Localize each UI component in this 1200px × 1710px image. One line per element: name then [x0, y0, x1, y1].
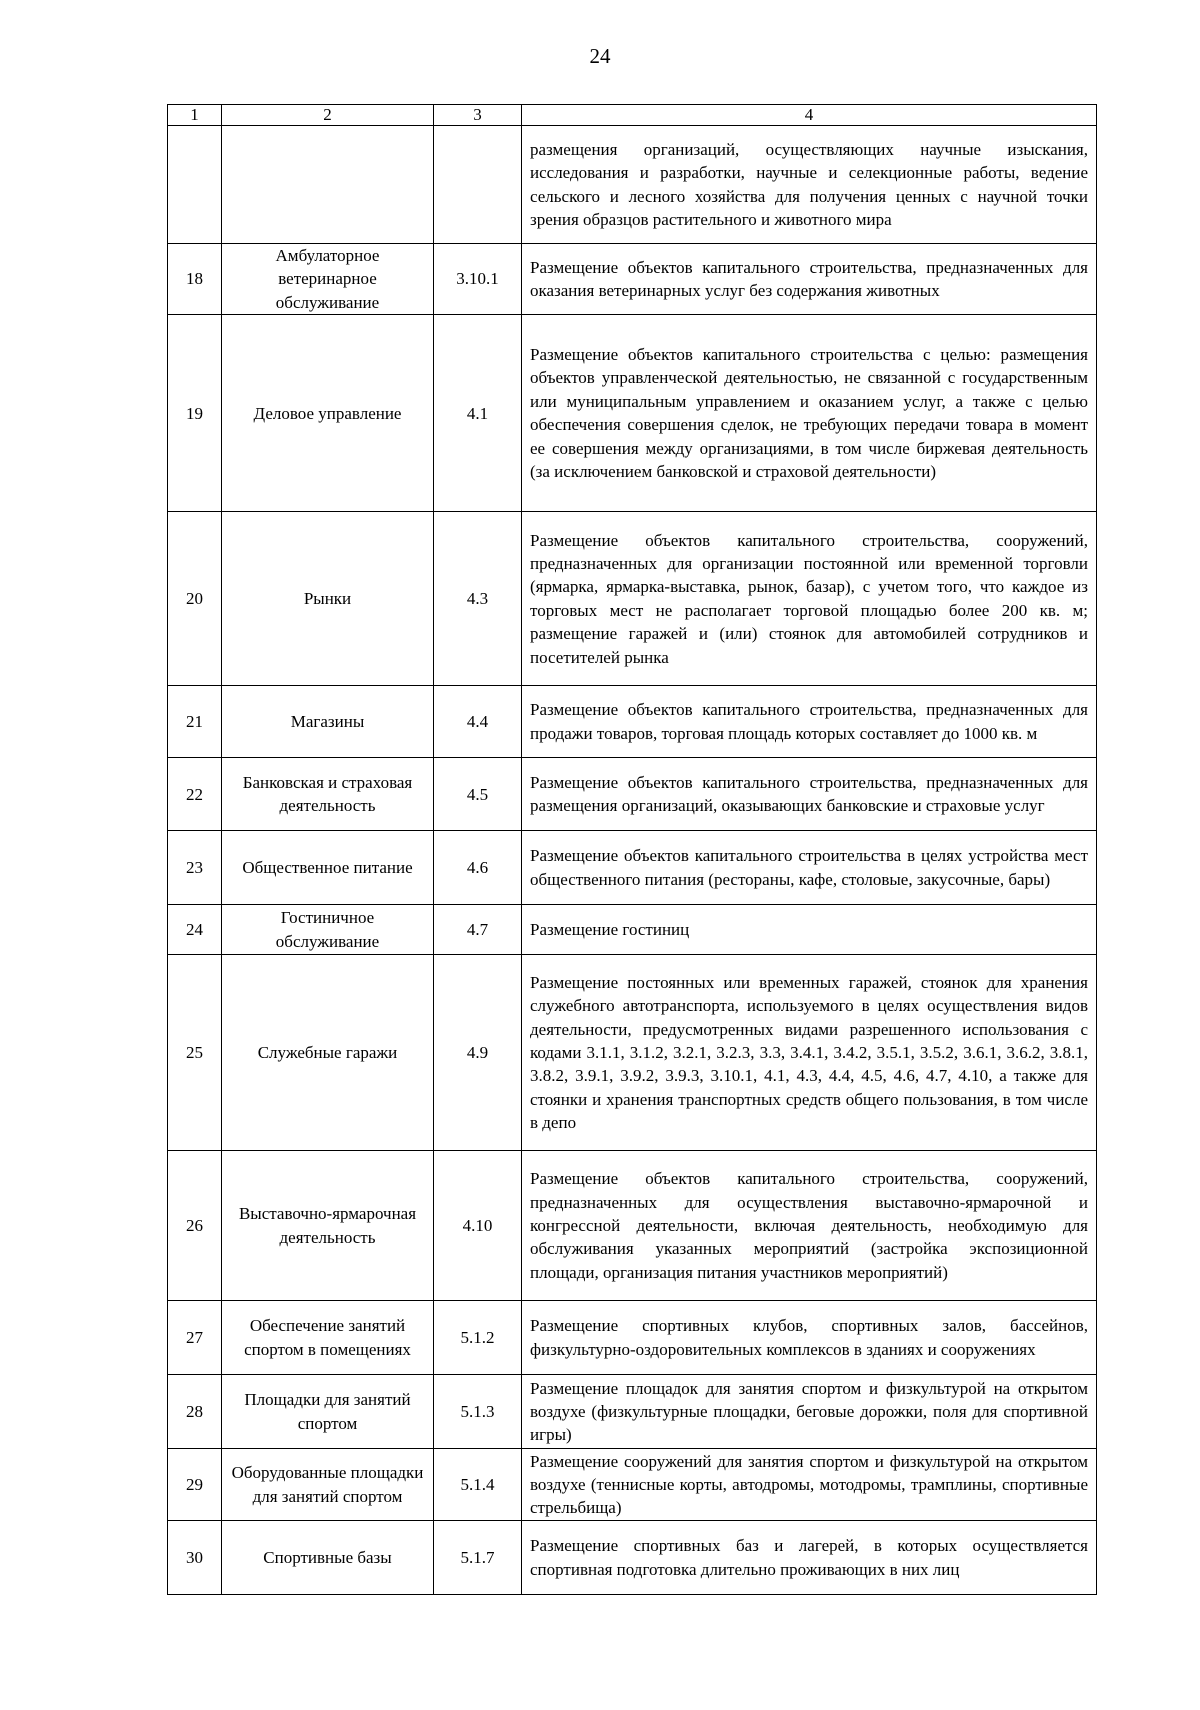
use-type-name: Амбулаторное ветеринарное обслуживание — [222, 244, 434, 315]
use-type-name: Оборудованные площадки для занятий спортом — [222, 1449, 434, 1521]
use-type-code: 4.9 — [434, 955, 522, 1151]
table-row — [168, 1449, 1097, 1521]
row-number: 26 — [168, 1151, 222, 1301]
row-number: 28 — [168, 1375, 222, 1449]
use-type-name: Спортивные базы — [222, 1521, 434, 1595]
table-row — [168, 831, 1097, 905]
table-row — [168, 1521, 1097, 1595]
table-row — [168, 758, 1097, 831]
use-type-name: Служебные гаражи — [222, 955, 434, 1151]
use-type-code: 4.6 — [434, 831, 522, 905]
use-type-name: Гостиничное обслуживание — [222, 905, 434, 955]
row-number: 30 — [168, 1521, 222, 1595]
land-use-table — [167, 104, 1097, 1595]
row-number — [168, 126, 222, 244]
use-type-code: 4.5 — [434, 758, 522, 831]
table-row — [168, 1151, 1097, 1301]
use-type-description: Размещение гостиниц — [522, 905, 1097, 955]
table-row — [168, 512, 1097, 686]
table-row — [168, 686, 1097, 758]
row-number: 20 — [168, 512, 222, 686]
use-type-code: 4.10 — [434, 1151, 522, 1301]
use-type-name: Обеспечение занятий спортом в помещениях — [222, 1301, 434, 1375]
row-number: 29 — [168, 1449, 222, 1521]
use-type-description: Размещение объектов капитального строительства с целью: размещения объектов управленческой деятельностью, не связанной с государственным или муниципальным управлением и оказанием услуг, а также с целью обеспечения совершения сделок, не требующих передачи товара в момент ее совершения между организациями, в том числе биржевая деятельность (за исключением банковской и страховой деятельности) — [522, 315, 1097, 512]
row-number: 21 — [168, 686, 222, 758]
use-type-code: 4.1 — [434, 315, 522, 512]
use-type-description: Размещение объектов капитального строительства в целях устройства мест общественного питания (рестораны, кафе, столовые, закусочные, бары) — [522, 831, 1097, 905]
row-number: 27 — [168, 1301, 222, 1375]
use-type-description: Размещение объектов капитального строительства, сооружений, предназначенных для осуществления выставочно-ярмарочной и конгрессной деятельности, включая деятельность, необходимую для обслуживания указанных мероприятий (застройка экспозиционной площади, организация питания участников мероприятий) — [522, 1151, 1097, 1301]
table-row — [168, 1375, 1097, 1449]
use-type-description: Размещение площадок для занятия спортом и физкультурой на открытом воздухе (физкультурные площадки, беговые дорожки, поля для спортивной игры) — [522, 1375, 1097, 1449]
use-type-code: 5.1.4 — [434, 1449, 522, 1521]
row-number: 22 — [168, 758, 222, 831]
use-type-code: 4.3 — [434, 512, 522, 686]
use-type-name: Выставочно-ярмарочная деятельность — [222, 1151, 434, 1301]
use-type-description: Размещение объектов капитального строительства, предназначенных для продажи товаров, торговая площадь которых составляет до 1000 кв. м — [522, 686, 1097, 758]
use-type-code: 5.1.7 — [434, 1521, 522, 1595]
table-row — [168, 315, 1097, 512]
table-row — [168, 955, 1097, 1151]
use-type-description: Размещение объектов капитального строительства, сооружений, предназначенных для организации постоянной или временной торговли (ярмарка, ярмарка-выставка, рынок, базар), с учетом того, что каждое из торговых мест не располагает торговой площадью более 200 кв. м; размещение гаражей и (или) стоянок для автомобилей сотрудников и посетителей рынка — [522, 512, 1097, 686]
use-type-name: Деловое управление — [222, 315, 434, 512]
row-number: 19 — [168, 315, 222, 512]
row-number: 23 — [168, 831, 222, 905]
row-number: 18 — [168, 244, 222, 315]
header-cell: 2 — [222, 105, 434, 126]
use-type-name: Банковская и страховая деятельность — [222, 758, 434, 831]
use-type-description: Размещение сооружений для занятия спортом и физкультурой на открытом воздухе (теннисные корты, автодромы, мотодромы, трамплины, спортивные стрельбища) — [522, 1449, 1097, 1521]
use-type-name: Магазины — [222, 686, 434, 758]
use-type-description: Размещение постоянных или временных гаражей, стоянок для хранения служебного автотранспорта, используемого в целях осуществления видов деятельности, предусмотренных видами разрешенного использования с кодами 3.1.1, 3.1.2, 3.2.1, 3.2.3, 3.3, 3.4.1, 3.4.2, 3.5.1, 3.5.2, 3.6.1, 3.6.2, 3.8.1, 3.8.2, 3.9.1, 3.9.2, 3.9.3, 3.10.1, 4.1, 4.3, 4.4, 4.5, 4.6, 4.7, 4.10, а также для стоянки и хранения транспортных средств общего пользования, в том числе в депо — [522, 955, 1097, 1151]
table-row — [168, 244, 1097, 315]
row-number: 24 — [168, 905, 222, 955]
use-type-name: Рынки — [222, 512, 434, 686]
use-type-name — [222, 126, 434, 244]
header-cell: 4 — [522, 105, 1097, 126]
use-type-code: 4.4 — [434, 686, 522, 758]
use-type-code — [434, 126, 522, 244]
row-number: 25 — [168, 955, 222, 1151]
use-type-description: Размещение объектов капитального строительства, предназначенных для размещения организаций, оказывающих банковские и страховые услуг — [522, 758, 1097, 831]
use-type-code: 5.1.3 — [434, 1375, 522, 1449]
header-cell: 3 — [434, 105, 522, 126]
use-type-description: Размещение спортивных баз и лагерей, в которых осуществляется спортивная подготовка длительно проживающих в них лиц — [522, 1521, 1097, 1595]
use-type-name: Общественное питание — [222, 831, 434, 905]
use-type-description: Размещение спортивных клубов, спортивных залов, бассейнов, физкультурно-оздоровительных комплексов в зданиях и сооружениях — [522, 1301, 1097, 1375]
table-row — [168, 905, 1097, 955]
use-type-code: 4.7 — [434, 905, 522, 955]
use-type-name: Площадки для занятий спортом — [222, 1375, 434, 1449]
table-row — [168, 1301, 1097, 1375]
use-type-code: 3.10.1 — [434, 244, 522, 315]
use-type-code: 5.1.2 — [434, 1301, 522, 1375]
page-number: 24 — [589, 44, 611, 68]
use-type-description: размещения организаций, осуществляющих научные изыскания, исследования и разработки, научные и селекционные работы, ведение сельского и лесного хозяйства для получения ценных с научной точки зрения образцов растительного и животного мира — [522, 126, 1097, 244]
header-cell: 1 — [168, 105, 222, 126]
table-row — [168, 126, 1097, 244]
use-type-description: Размещение объектов капитального строительства, предназначенных для оказания ветеринарных услуг без содержания животных — [522, 244, 1097, 315]
table-header-row — [168, 105, 1097, 126]
